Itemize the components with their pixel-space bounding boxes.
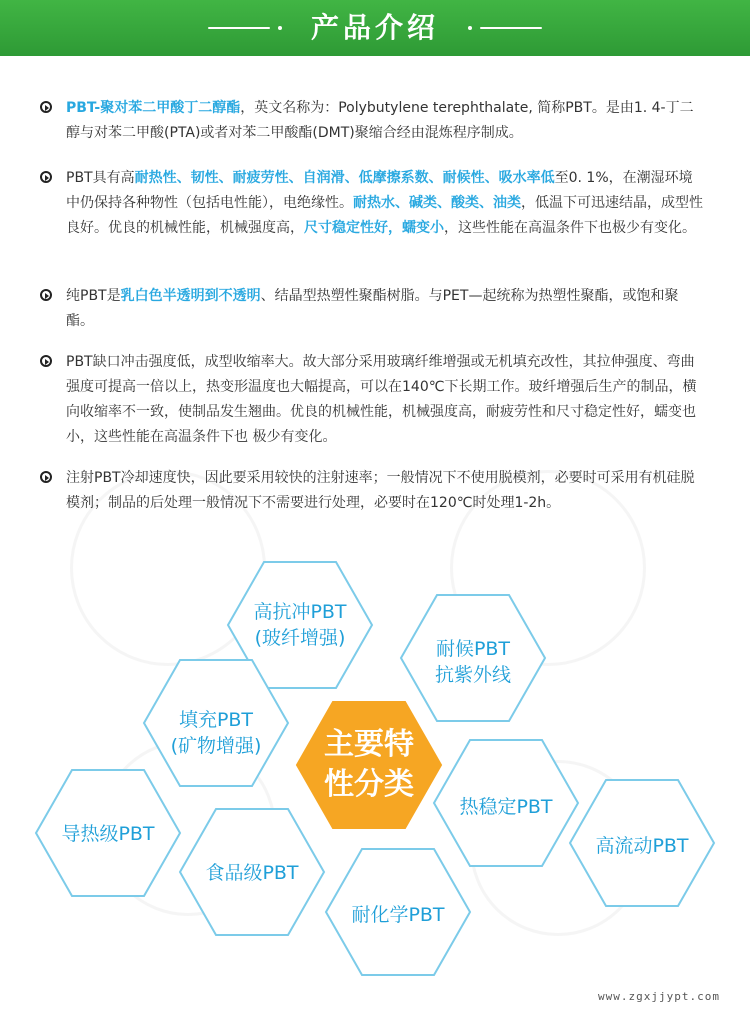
properties-paragraph [40, 166, 705, 241]
bullet-arrow-icon [40, 101, 52, 113]
reinforcement-paragraph [40, 350, 705, 450]
hex-label-filled: 填充PBT (矿物增强) [170, 709, 262, 757]
hex-label-chemical: 耐化学PBT [351, 904, 445, 926]
body-text: 、结晶型热塑性聚酯树脂。与PET—起统称为热塑性聚酯，或饱和聚酯。 [66, 288, 679, 329]
body-text: PBT缺口冲击强度低，成型收缩率大。故大部分采用玻璃纤维增强或无机填充改性，其拉伸强度、弯曲强度可提高一倍以上，热变形温度也大幅提高，可以在140℃下长期工作。玻纤增强后生产的制品，横向收缩率不一致，使制品发生翘曲。优良的机械性能，机械强度高，耐疲劳性和尺寸稳定性好，蠕变也小，这些性能在高温条件下也 极少有变化。 [66, 354, 697, 445]
bullet-arrow-icon [40, 289, 52, 301]
banner-title: 产品介绍 [310, 11, 439, 44]
highlight-text: 乳白色半透明到不透明 [120, 288, 261, 304]
bullet-arrow-icon [40, 355, 52, 367]
injection-paragraph [40, 466, 705, 516]
body-text: 纯PBT是 [66, 288, 121, 304]
highlight-text: 尺寸稳定性好，蠕变小 [304, 220, 444, 236]
hex-label-high-impact: 高抗冲PBT (玻纤增强) [253, 601, 347, 649]
bullet-arrow-icon [40, 171, 52, 183]
paragraph-text [66, 284, 705, 334]
hex-label-food: 食品级PBT [205, 862, 299, 884]
bullet-arrow-icon [40, 471, 52, 483]
footer-site-url: www.zgxjjypt.com [598, 990, 720, 1003]
hex-label-high-flow: 高流动PBT [595, 835, 689, 857]
hex-label-center: 主要特 性分类 [324, 727, 414, 802]
paragraph-text [66, 96, 705, 146]
banner-decoration-right [466, 26, 542, 30]
header-banner [0, 0, 750, 56]
paragraph-text [66, 466, 705, 516]
body-text: ，英文名称为：Polybutylene terephthalate, 简称PBT。是由1. 4-丁二醇与对苯二甲酸(PTA)或者对苯二甲酸酯(DMT)聚缩合经由混炼程序制成。 [66, 100, 694, 141]
paragraph-text [66, 166, 705, 241]
body-text: ，这些性能在高温条件下也极少有变化。 [444, 220, 696, 236]
body-text: 注射PBT冷却速度快，因此要采用较快的注射速率；一般情况下不使用脱模剂，必要时可采用有机硅脱模剂；制品的后处理一般情况下不需要进行处理，必要时在120℃时处理1-2h。 [66, 470, 695, 511]
paragraph-text [66, 350, 705, 450]
intro-paragraph [40, 96, 705, 146]
appearance-paragraph [40, 284, 705, 334]
hex-label-heat-stable: 热稳定PBT [459, 796, 553, 818]
highlight-text: PBT-聚对苯二甲酸丁二醇酯 [66, 100, 241, 116]
body-text: ，低温下可迅速结晶，成型性良好。优良的机械性能，机械强度高， [66, 195, 703, 236]
highlight-text: 耐热水、碱类、酸类、油类 [353, 195, 521, 211]
body-text: 至0. 1%，在潮湿环境中仍保持各种物性（包括电性能），电绝缘性。 [66, 170, 693, 211]
hex-label-thermal: 导热级PBT [61, 823, 155, 845]
body-text: PBT具有高 [66, 170, 135, 186]
hex-label-weather: 耐候PBT 抗紫外线 [434, 638, 511, 686]
highlight-text: 耐热性、韧性、耐疲劳性、自润滑、低摩擦系数、耐候性、吸水率低 [134, 170, 555, 186]
